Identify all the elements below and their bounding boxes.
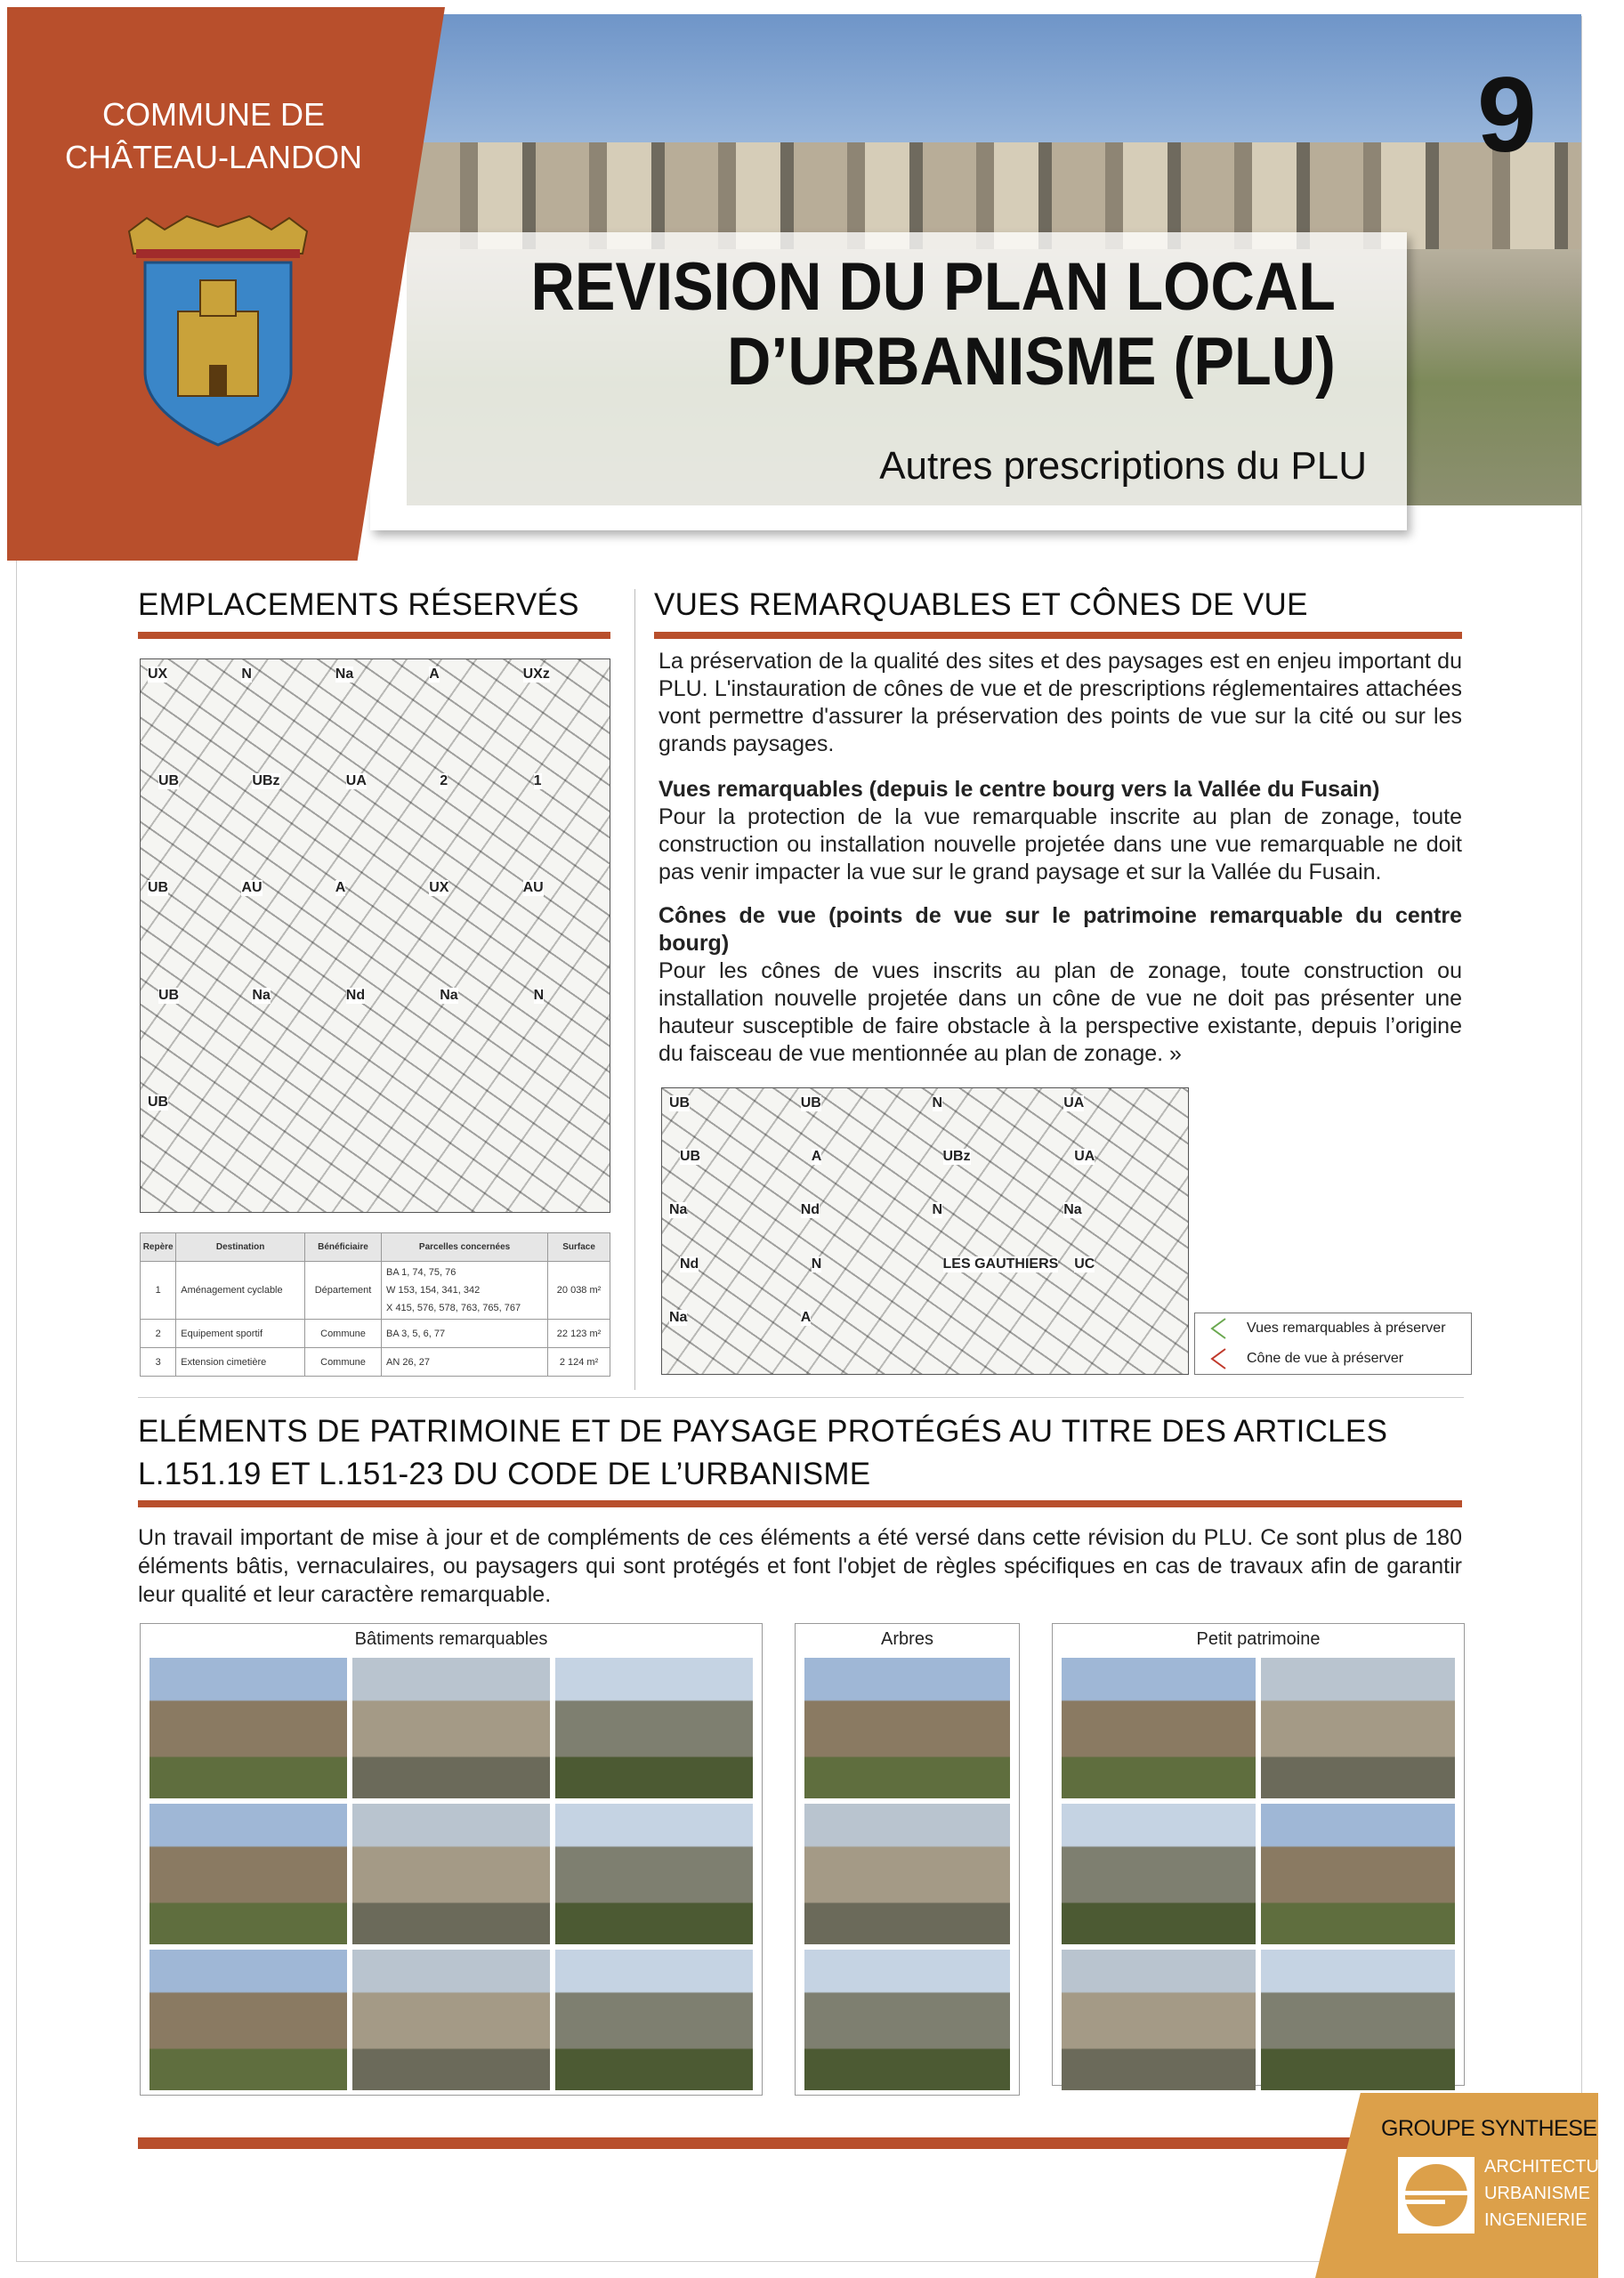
logo-line: ARCHITECTURE	[1484, 2157, 1624, 2177]
map-label: UXz	[522, 666, 550, 682]
table-row	[141, 1262, 610, 1320]
map-label: A	[811, 1149, 822, 1165]
section-divider	[138, 1397, 1464, 1398]
heritage-photo	[1261, 1950, 1455, 2090]
views-cones	[658, 902, 1462, 1068]
logo-disciplines	[1484, 2153, 1624, 2234]
heritage-photo	[555, 1658, 753, 1798]
map-label: N	[811, 1256, 822, 1272]
map-label: UB	[158, 987, 180, 1003]
map-label: LES GAUTHIERS	[942, 1256, 1059, 1272]
photos-petit-patrimoine	[1052, 1623, 1465, 2086]
legend-item	[1195, 1344, 1471, 1374]
map-label: UBz	[252, 773, 280, 789]
map-label: 1	[533, 773, 542, 789]
reserved-rule	[138, 632, 610, 639]
logo-line: INGENIERIE	[1484, 2210, 1588, 2230]
heritage-text: Un travail important de mise à jour et de compléments de ces éléments a été versé dans cette révision du PLU. Ce sont plus de 180 éléments bâtis, vernaculaires, ou paysagers qui sont protégés et font l'objet de règles spécifiques en cas de travaux afin de garantir leur qualité et leur caractère remarquable.	[138, 1525, 1462, 1607]
table-row	[141, 1348, 610, 1377]
map-label: UB	[148, 1094, 169, 1110]
page-subtitle: Autres prescriptions du PLU	[879, 444, 1367, 488]
map-label: 2	[440, 773, 448, 789]
map-label: UA	[1063, 1095, 1085, 1111]
title-box	[370, 232, 1407, 530]
column-divider	[634, 589, 635, 1390]
th-surface: Surface	[548, 1233, 610, 1262]
heritage-photo	[1062, 1804, 1256, 1944]
views-intro: La préservation de la qualité des sites et des paysages est en enjeu important du PLU. L'instauration de cônes de vue et de prescriptions réglementaires attachées vont permettre d'assurer la préservation des points de vue sur la cité ou sur les grands paysages.	[658, 649, 1462, 756]
heritage-photo	[1062, 1950, 1256, 2090]
map-label: UBz	[942, 1149, 971, 1165]
heritage-photo	[1062, 1658, 1256, 1798]
map-label: UB	[148, 880, 169, 896]
page-number: 9	[1477, 55, 1537, 174]
map-label: A	[335, 880, 346, 896]
map-label: AU	[522, 880, 544, 896]
caption: Arbres	[881, 1629, 933, 1649]
map-label: UB	[669, 1095, 691, 1111]
photos-arbres	[795, 1623, 1020, 2096]
heritage-photo	[352, 1804, 550, 1944]
heritage-heading: ELÉMENTS DE PATRIMOINE ET DE PAYSAGE PROTÉGÉS AU TITRE DES ARTICLES L.151.19 ET L.151-23 DU CODE DE L’URBANISME	[138, 1414, 1388, 1491]
cell	[382, 1262, 548, 1320]
views-remarkable	[658, 776, 1462, 886]
map-label: UA	[345, 773, 367, 789]
heritage-photo	[804, 1950, 1010, 2090]
cell: AN 26, 27	[382, 1348, 548, 1377]
heritage-rule	[138, 1500, 1462, 1507]
heritage-photo	[555, 1804, 753, 1944]
map-label: Na	[252, 987, 271, 1003]
map-label: UX	[148, 666, 168, 682]
heritage-photo	[149, 1950, 347, 2090]
parcel: W 153, 154, 341, 342	[386, 1285, 481, 1296]
red-chevron-icon	[1209, 1347, 1227, 1370]
cell: 2	[141, 1320, 176, 1348]
map-label: A	[429, 666, 440, 682]
cell: Aménagement cyclable	[176, 1262, 305, 1320]
heritage-photo	[555, 1950, 753, 2090]
photos-batiments	[140, 1623, 763, 2096]
heritage-photo	[352, 1950, 550, 2090]
cv-title: Cônes de vue (points de vue sur le patrimoine remarquable du centre bourg)	[658, 903, 1462, 956]
heritage-photo	[149, 1658, 347, 1798]
heritage-photo	[352, 1658, 550, 1798]
cell: 20 038 m²	[548, 1262, 610, 1320]
th-repere: Repère	[141, 1233, 176, 1262]
commune-name: COMMUNE DE CHÂTEAU-LANDON	[64, 96, 363, 175]
cv-text: Pour les cônes de vues inscrits au plan de zonage, toute construction ou installation nouvelle projetée dans un cône de vue ne doit pas présenter une hauteur susceptible de faire obstacle à la perspective existante, depuis l’origine du faisceau de vue mentionnée au plan de zonage. »	[658, 958, 1462, 1066]
map-label: Na	[669, 1202, 688, 1218]
parcel: BA 1, 74, 75, 76	[386, 1267, 456, 1278]
map-label: Nd	[800, 1202, 820, 1218]
map-label: N	[533, 987, 545, 1003]
heritage-photo	[1261, 1804, 1455, 1944]
table-row	[141, 1320, 610, 1348]
map-label: UB	[158, 773, 180, 789]
cell: 3	[141, 1348, 176, 1377]
map-label: AU	[241, 880, 263, 896]
legend-label: Cône de vue à préserver	[1247, 1351, 1404, 1366]
cell: Commune	[304, 1348, 381, 1377]
cell: Equipement sportif	[176, 1320, 305, 1348]
map-label: UB	[680, 1149, 701, 1165]
map-label: UB	[800, 1095, 821, 1111]
cell: Commune	[304, 1320, 381, 1348]
vr-title: Vues remarquables (depuis le centre bourg vers la Vallée du Fusain)	[658, 777, 1380, 802]
logo-name: GROUPE SYNTHESE	[1381, 2116, 1597, 2141]
cell: 22 123 m²	[548, 1320, 610, 1348]
caption: Petit patrimoine	[1196, 1629, 1321, 1649]
map-label: Na	[335, 666, 354, 682]
map-label: N	[241, 666, 252, 682]
heritage-photo	[804, 1658, 1010, 1798]
logo-line: URBANISME	[1484, 2184, 1590, 2203]
th-destination: Destination	[176, 1233, 305, 1262]
map-label: N	[932, 1095, 943, 1111]
cell: BA 3, 5, 6, 77	[382, 1320, 548, 1348]
caption: Bâtiments remarquables	[354, 1629, 548, 1649]
map-label: Nd	[680, 1256, 699, 1272]
reserved-table	[140, 1232, 610, 1377]
title-line-1: REVISION DU PLAN LOCAL	[530, 249, 1336, 325]
cell: Extension cimetière	[176, 1348, 305, 1377]
coat-of-arms-icon	[120, 214, 316, 449]
views-rule	[654, 632, 1462, 639]
map-label: Na	[669, 1309, 688, 1325]
title-line-2: D’URBANISME (PLU)	[727, 324, 1336, 400]
page-title	[531, 250, 1336, 400]
heritage-photo	[1261, 1658, 1455, 1798]
cell: 1	[141, 1262, 176, 1320]
heritage-photo	[149, 1804, 347, 1944]
map-label: UC	[1074, 1256, 1095, 1272]
views-map	[661, 1087, 1189, 1375]
map-label: Nd	[345, 987, 366, 1003]
views-legend	[1194, 1313, 1472, 1375]
legend-item	[1195, 1313, 1471, 1344]
th-parcelles: Parcelles concernées	[382, 1233, 548, 1262]
map-label: Na	[440, 987, 458, 1003]
reserved-heading: EMPLACEMENTS RÉSERVÉS	[138, 587, 579, 622]
map-label: UX	[429, 880, 449, 896]
heritage-photo	[804, 1804, 1010, 1944]
map-label: UA	[1074, 1149, 1095, 1165]
map-label: Na	[1063, 1202, 1082, 1218]
legend-label: Vues remarquables à préserver	[1247, 1321, 1446, 1336]
cell: 2 124 m²	[548, 1348, 610, 1377]
map-label: A	[800, 1309, 812, 1325]
map-label: N	[932, 1202, 943, 1218]
cell: Département	[304, 1262, 381, 1320]
parcel: X 415, 576, 578, 763, 765, 767	[386, 1303, 521, 1313]
th-beneficiaire: Bénéficiaire	[304, 1233, 381, 1262]
views-heading: VUES REMARQUABLES ET CÔNES DE VUE	[654, 587, 1308, 622]
bottom-rule	[138, 2137, 1366, 2149]
reserved-map	[140, 658, 610, 1213]
vr-text: Pour la protection de la vue remarquable inscrite au plan de zonage, toute construction ou installation nouvelle projetée dans une vue remarquable ne doit pas venir impacter la vue sur le grand paysage et sur la Vallée du Fusain.	[658, 804, 1462, 885]
green-chevron-icon	[1209, 1317, 1227, 1340]
logo-mark-icon	[1398, 2157, 1475, 2234]
